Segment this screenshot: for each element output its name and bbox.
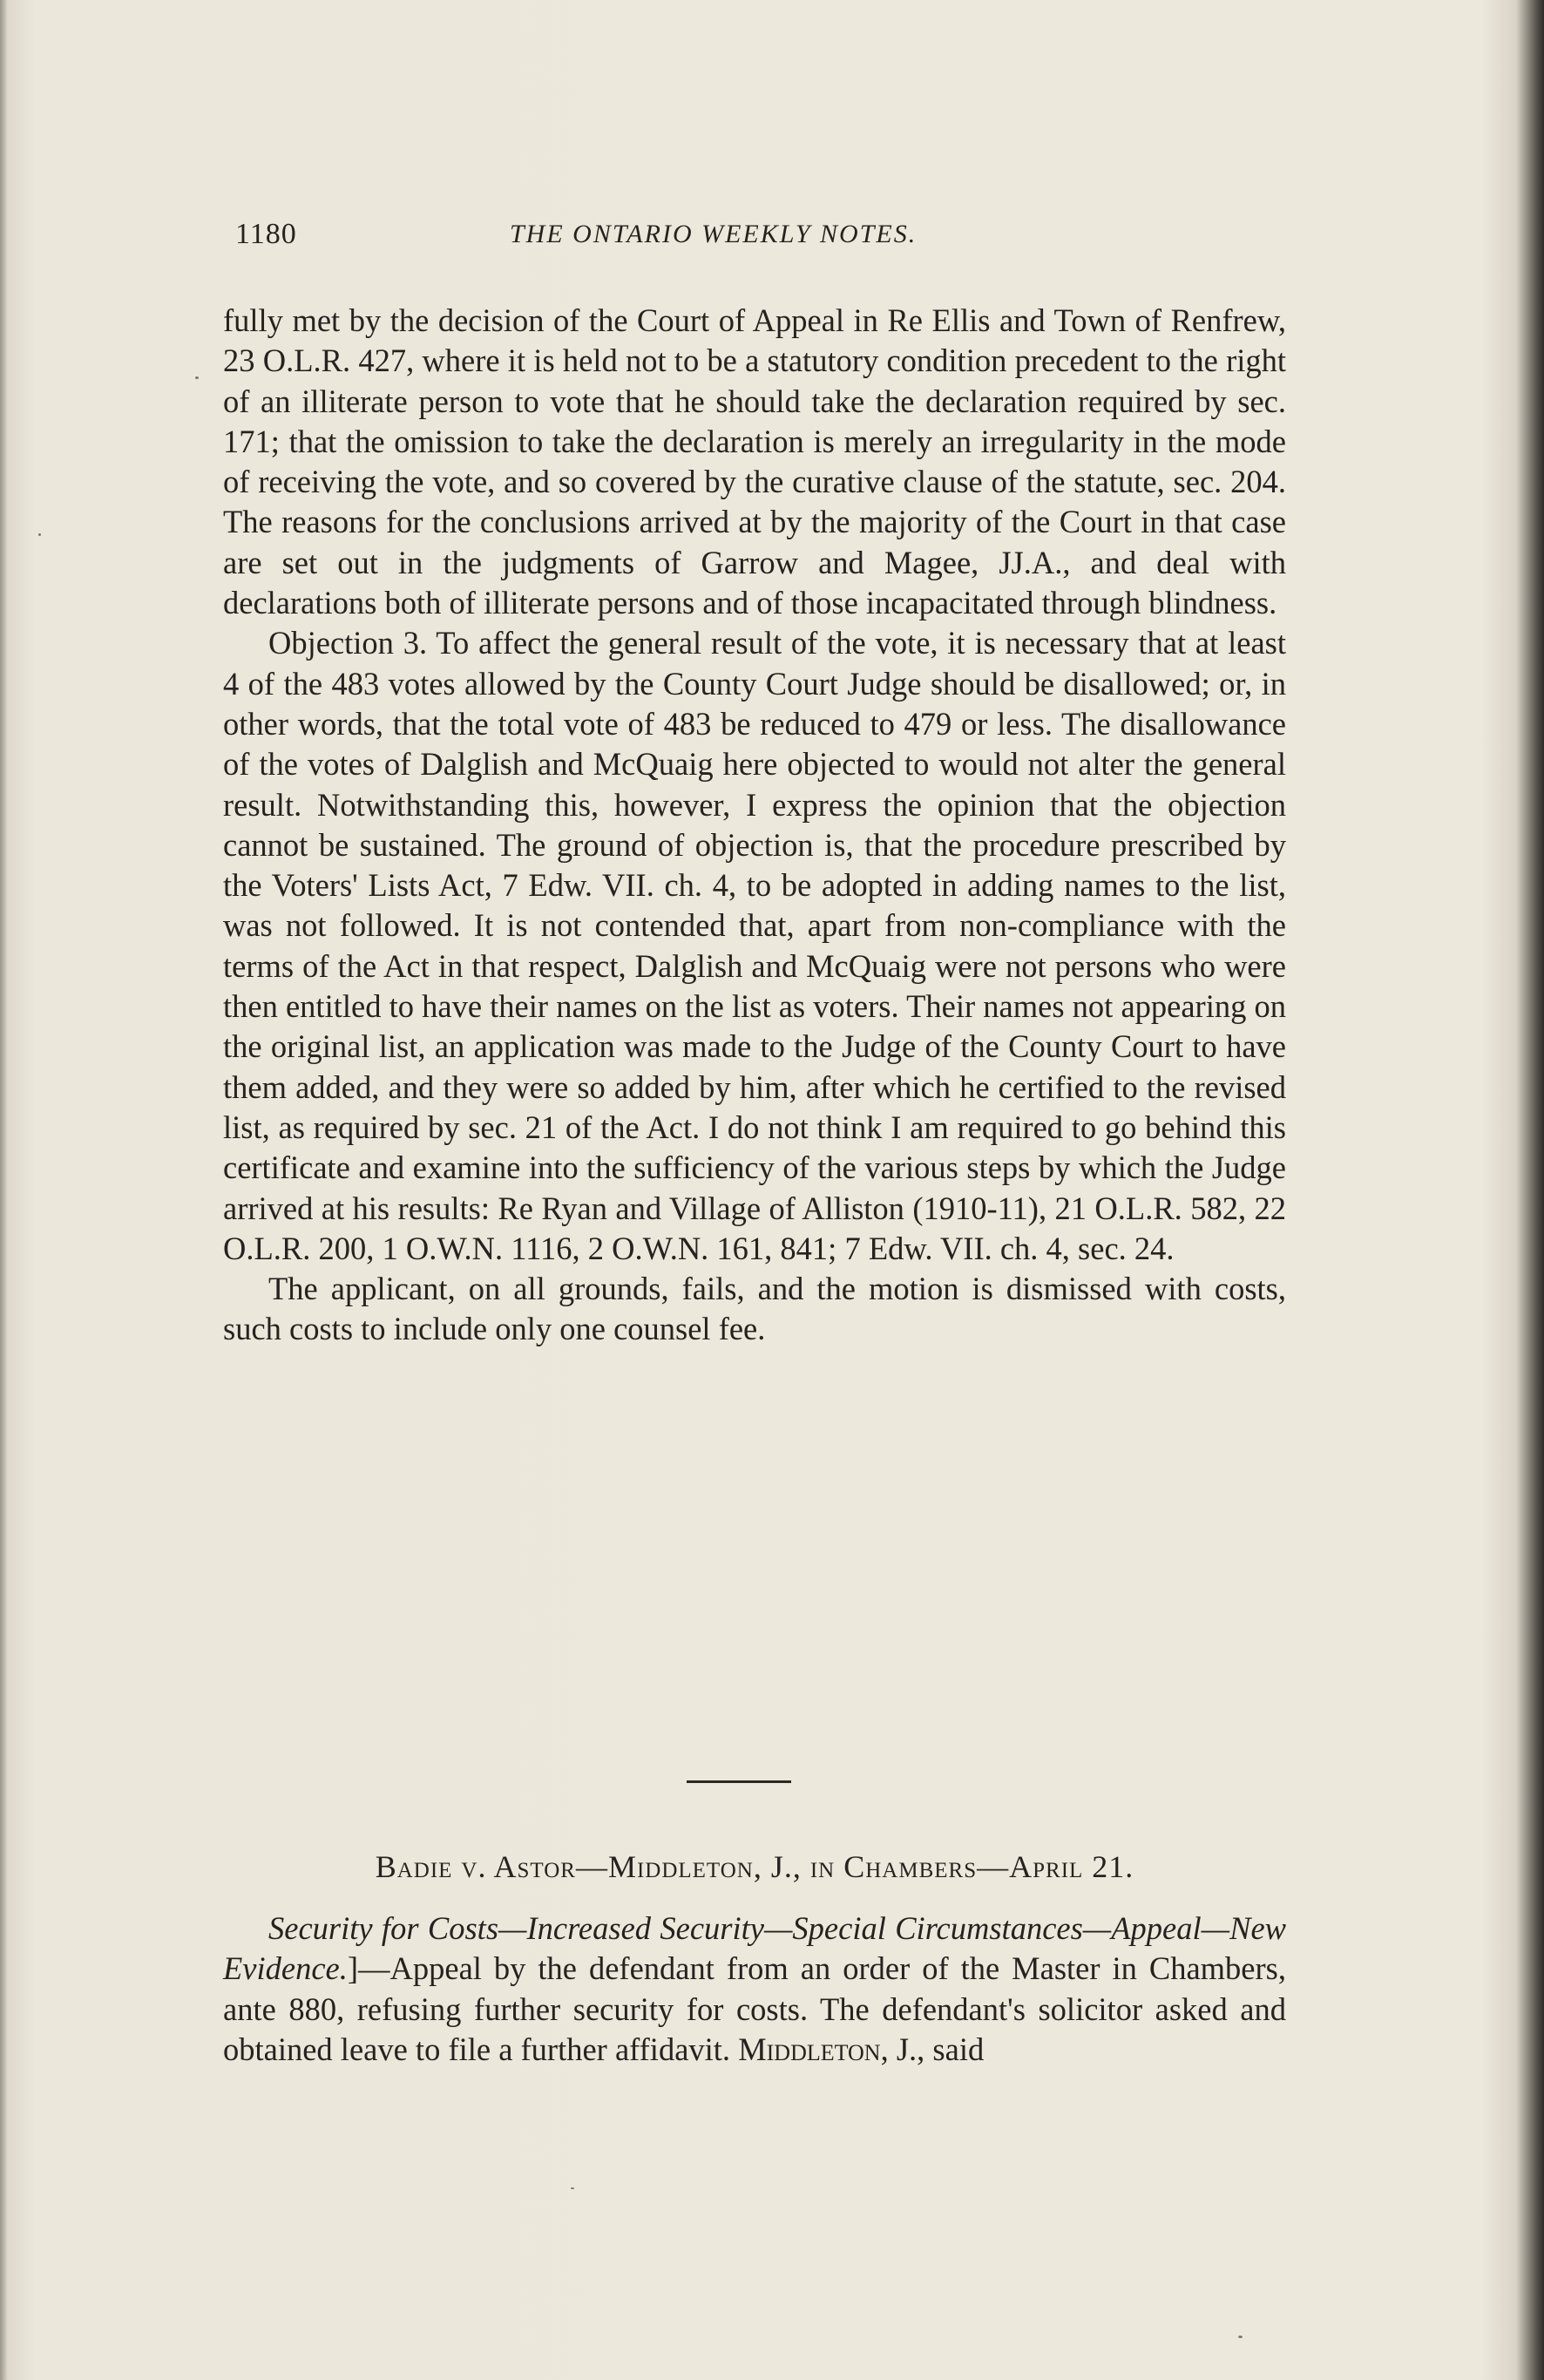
paragraph-continuation: fully met by the decision of the Court of Appeal in Re Ellis and Town of Renfrew, 23 O.L.R. 427, where it is held not to be a statutory condition precedent to the right of an illiterate person to vote that he should take the declaration required by sec. 171; that the omission to take the declaration is merely an irregularity in the mode of receiving the vote, and so covered by the curative clause of the statute, sec. 204. The reasons for the conclusions arrived at by the majority of the Court in that case are set out in the judgments of Garrow and Magee, JJ.A., and deal with declarations both of illiterate persons and of those incapacitated through blindness.: [223, 302, 1286, 621]
headnote-text-end: , said: [917, 2031, 985, 2067]
paper-speck: [571, 2187, 574, 2189]
page-number: 1180: [235, 218, 297, 250]
judge-name: Middleton, J.: [738, 2031, 918, 2067]
headnote-text: ]—Appeal by the defendant from an order of the Master in Chambers, ante 880, refusing further security for costs. The defendant's solicitor asked and obtained leave to file a further affidavit.: [223, 1950, 1286, 2067]
page-left-edge: [0, 0, 7, 2380]
paper-speck: [195, 376, 199, 379]
paper-speck: [1238, 2336, 1243, 2338]
paragraph-conclusion: The applicant, on all grounds, fails, and the motion is dismissed with costs, such costs to include only one counsel fee.: [223, 1271, 1286, 1347]
case-heading: Badie v. Astor—Middleton, J., in Chambers—April 21.: [375, 1849, 1134, 1884]
running-head: THE ONTARIO WEEKLY NOTES.: [510, 220, 918, 248]
main-text: [223, 301, 1286, 1350]
headnote-italic: Security for Costs—Increased Security—Special Circumstances—Appeal—New Evidence.: [223, 1910, 1286, 1987]
section-divider: [687, 1780, 791, 1783]
page-header: [235, 218, 1281, 261]
paragraph-objection-3: Objection 3. To affect the general result of the vote, it is necessary that at least 4 of the 483 votes allowed by the County Court Judge should be disallowed; or, in other words, that the total vote of 483 be reduced to 479 or less. The disallowance of the votes of Dalglish and McQuaig here objected to would not alter the general result. Notwithstanding this, however, I express the opinion that the objection cannot be sustained. The ground of objection is, that the procedure prescribed by the Voters' Lists Act, 7 Edw. VII. ch. 4, to be adopted in adding names to the list, was not followed. It is not contended that, apart from non-compliance with the terms of the Act in that respect, Dalglish and McQuaig were not persons who were then entitled to have their names on the list as voters. Their names not appearing on the original list, an application was made to the Judge of the County Court to have them added, and they were so added by him, after which he certified to the revised list, as required by sec. 21 of the Act. I do not think I am required to go behind this certificate and examine into the sufficiency of the various steps by which the Judge arrived at his results: Re Ryan and Village of Alliston (1910-11), 21 O.L.R. 582, 22 O.L.R. 200, 1 O.W.N. 1116, 2 O.W.N. 161, 841; 7 Edw. VII. ch. 4, sec. 24.: [223, 625, 1286, 1266]
case-headnote: [223, 1909, 1286, 2070]
paper-speck: [38, 533, 41, 536]
